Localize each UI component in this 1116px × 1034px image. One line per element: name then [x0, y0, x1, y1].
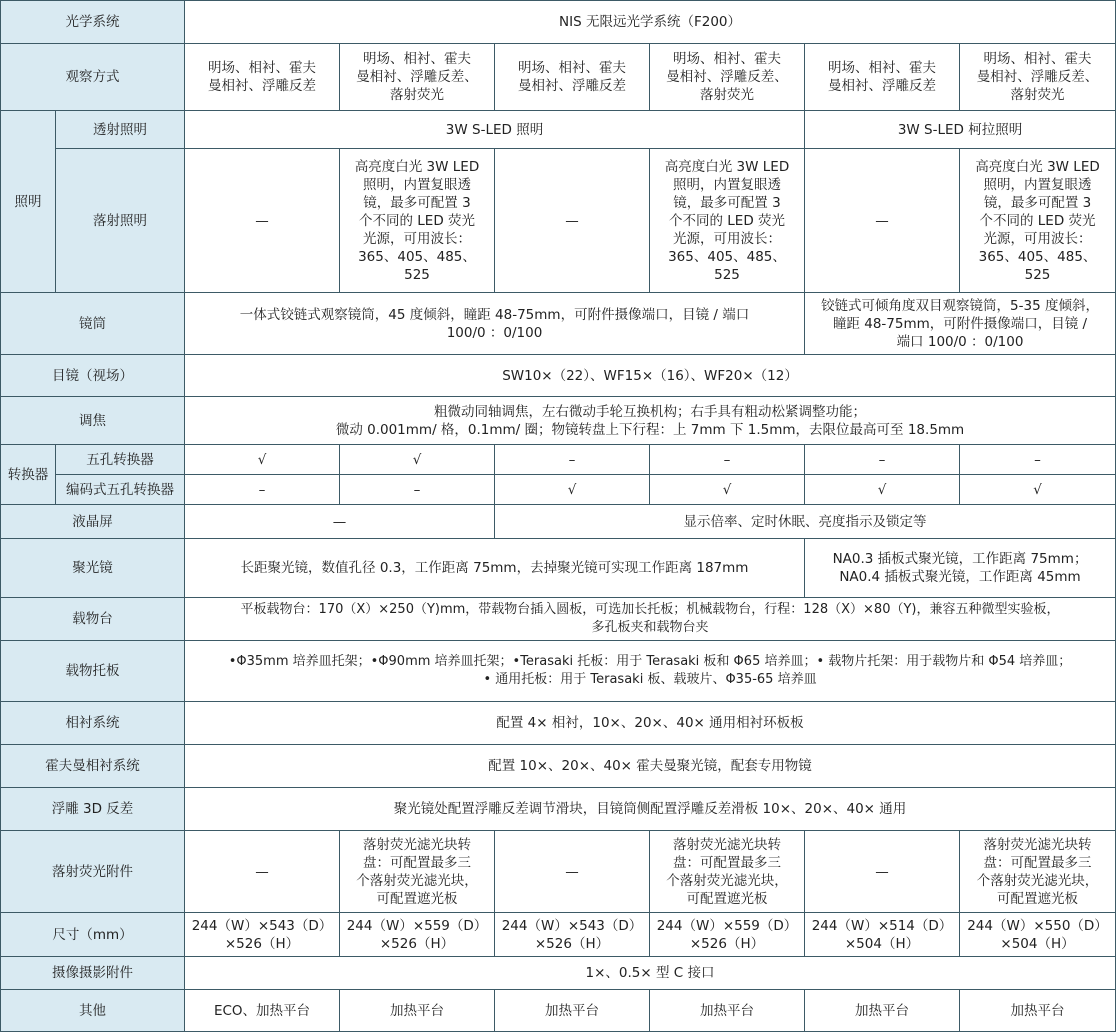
label-lcd: 液晶屏	[1, 505, 185, 539]
value-focus: 粗微动同轴调焦，左右微动手轮互换机构；右手具有粗动松紧调整功能； 微动 0.001mm/ 格，0.1mm/ 圈；物镜转盘上下行程：上 7mm 下 1.5mm，去限位最高可至 18.5mm	[185, 397, 1116, 445]
row-observation	[1, 44, 1116, 111]
label-coded: 编码式五孔转换器	[56, 475, 185, 505]
cell-epi: —	[185, 149, 340, 293]
label-epi: 落射照明	[56, 149, 185, 293]
row-focus	[1, 397, 1116, 445]
label-tube: 镜筒	[1, 293, 185, 355]
cell-epi-fluorescence: —	[805, 831, 960, 913]
row-eyepiece	[1, 355, 1116, 397]
value-lcd-a: —	[185, 505, 495, 539]
value-eyepiece: SW10×（22）、WF15×（16）、WF20×（12）	[185, 355, 1116, 397]
row-camera	[1, 957, 1116, 990]
cell-five-hole: –	[650, 445, 805, 475]
label-optical-system: 光学系统	[1, 1, 185, 44]
row-dimensions	[1, 913, 1116, 957]
row-relief	[1, 788, 1116, 831]
row-tube	[1, 293, 1116, 355]
cell-other: ECO、加热平台	[185, 990, 340, 1032]
label-focus: 调焦	[1, 397, 185, 445]
cell-other: 加热平台	[495, 990, 650, 1032]
value-condenser-b: NA0.3 插板式聚光镜，工作距离 75mm； NA0.4 插板式聚光镜，工作距离 45mm	[805, 539, 1116, 598]
label-camera: 摄像摄影附件	[1, 957, 185, 990]
label-dimensions: 尺寸（mm）	[1, 913, 185, 957]
cell-five-hole: –	[960, 445, 1116, 475]
cell-observation: 明场、相衬、霍夫 曼相衬、浮雕反差、 落射荧光	[650, 44, 805, 111]
cell-coded: –	[340, 475, 495, 505]
cell-five-hole: –	[495, 445, 650, 475]
label-stage: 载物台	[1, 598, 185, 641]
cell-observation: 明场、相衬、霍夫 曼相衬、浮雕反差、 落射荧光	[340, 44, 495, 111]
cell-coded: √	[805, 475, 960, 505]
cell-epi: 高亮度白光 3W LED 照明，内置复眼透 镜，最多可配置 3 个不同的 LED 荧光 光源，可用波长： 365、405、485、 525	[960, 149, 1116, 293]
cell-epi: 高亮度白光 3W LED 照明，内置复眼透 镜，最多可配置 3 个不同的 LED 荧光 光源，可用波长： 365、405、485、 525	[650, 149, 805, 293]
cell-five-hole: –	[805, 445, 960, 475]
label-observation: 观察方式	[1, 44, 185, 111]
value-stage: 平板载物台：170（X）×250（Y)mm，带载物台插入圆板，可选加长托板；机械载物台，行程：128（X）×80（Y)，兼容五种微型实验板， 多孔板夹和载物台夹	[185, 598, 1116, 641]
value-camera: 1×、0.5× 型 C 接口	[185, 957, 1116, 990]
cell-epi-fluorescence: —	[495, 831, 650, 913]
value-relief: 聚光镜处配置浮雕反差调节滑块，目镜筒侧配置浮雕反差滑板 10×、20×、40× 通用	[185, 788, 1116, 831]
value-hoffman: 配置 10×、20×、40× 霍夫曼聚光镜，配套专用物镜	[185, 745, 1116, 788]
row-stage	[1, 598, 1116, 641]
cell-dimensions: 244（W）×559（D） ×526（H）	[650, 913, 805, 957]
row-phase	[1, 702, 1116, 745]
label-eyepiece: 目镜（视场）	[1, 355, 185, 397]
cell-observation: 明场、相衬、霍夫 曼相衬、浮雕反差	[185, 44, 340, 111]
cell-other: 加热平台	[650, 990, 805, 1032]
row-condenser	[1, 539, 1116, 598]
value-transmitted-b: 3W S-LED 柯拉照明	[805, 111, 1116, 149]
value-phase: 配置 4× 相衬，10×、20×、40× 通用相衬环板板	[185, 702, 1116, 745]
row-coded-nosepiece	[1, 475, 1116, 505]
value-lcd-b: 显示倍率、定时休眠、亮度指示及锁定等	[495, 505, 1116, 539]
value-tube-b: 铰链式可倾角度双目观察镜筒，5-35 度倾斜， 瞳距 48-75mm，可附件摄像端口，目镜 / 端口 100/0 ：0/100	[805, 293, 1116, 355]
row-transmitted-illumination	[1, 111, 1116, 149]
row-holder	[1, 641, 1116, 702]
cell-epi-fluorescence: 落射荧光滤光块转 盘：可配置最多三 个落射荧光滤光块， 可配置遮光板	[650, 831, 805, 913]
cell-coded: –	[185, 475, 340, 505]
label-epi-fluorescence: 落射荧光附件	[1, 831, 185, 913]
cell-observation: 明场、相衬、霍夫 曼相衬、浮雕反差	[805, 44, 960, 111]
cell-observation: 明场、相衬、霍夫 曼相衬、浮雕反差、 落射荧光	[960, 44, 1116, 111]
cell-dimensions: 244（W）×514（D） ×504（H）	[805, 913, 960, 957]
row-lcd	[1, 505, 1116, 539]
label-illumination: 照明	[1, 111, 56, 293]
row-optical-system	[1, 1, 1116, 44]
label-other: 其他	[1, 990, 185, 1032]
label-transmitted: 透射照明	[56, 111, 185, 149]
value-holder: •Φ35mm 培养皿托架；•Φ90mm 培养皿托架；•Terasaki 托板：用于 Terasaki 板和 Φ65 培养皿；• 载物片托架：用于载物片和 Φ54 培养皿； • 通用托板：用于 Terasaki 板、载玻片、Φ35-65 培养皿	[185, 641, 1116, 702]
value-transmitted-a: 3W S-LED 照明	[185, 111, 805, 149]
value-optical-system: NIS 无限远光学系统（F200）	[185, 1, 1116, 44]
cell-epi-fluorescence: 落射荧光滤光块转 盘：可配置最多三 个落射荧光滤光块， 可配置遮光板	[960, 831, 1116, 913]
value-condenser-a: 长距聚光镜，数值孔径 0.3，工作距离 75mm，去掉聚光镜可实现工作距离 187mm	[185, 539, 805, 598]
cell-dimensions: 244（W）×559（D） ×526（H）	[340, 913, 495, 957]
cell-dimensions: 244（W）×550（D） ×504（H）	[960, 913, 1116, 957]
cell-coded: √	[960, 475, 1116, 505]
cell-epi: —	[805, 149, 960, 293]
row-hoffman	[1, 745, 1116, 788]
label-condenser: 聚光镜	[1, 539, 185, 598]
cell-coded: √	[650, 475, 805, 505]
cell-observation: 明场、相衬、霍夫 曼相衬、浮雕反差	[495, 44, 650, 111]
cell-epi-fluorescence: 落射荧光滤光块转 盘：可配置最多三 个落射荧光滤光块， 可配置遮光板	[340, 831, 495, 913]
label-relief: 浮雕 3D 反差	[1, 788, 185, 831]
cell-other: 加热平台	[805, 990, 960, 1032]
cell-dimensions: 244（W）×543（D） ×526（H）	[185, 913, 340, 957]
row-other	[1, 990, 1116, 1032]
row-epi-illumination	[1, 149, 1116, 293]
cell-coded: √	[495, 475, 650, 505]
cell-epi: —	[495, 149, 650, 293]
label-nosepiece: 转换器	[1, 445, 56, 505]
label-five-hole: 五孔转换器	[56, 445, 185, 475]
row-five-hole-nosepiece	[1, 445, 1116, 475]
cell-epi: 高亮度白光 3W LED 照明，内置复眼透 镜，最多可配置 3 个不同的 LED 荧光 光源，可用波长： 365、405、485、 525	[340, 149, 495, 293]
value-tube-a: 一体式铰链式观察镜筒，45 度倾斜，瞳距 48-75mm，可附件摄像端口，目镜 / 端口 100/0 ：0/100	[185, 293, 805, 355]
cell-other: 加热平台	[960, 990, 1116, 1032]
label-phase: 相衬系统	[1, 702, 185, 745]
cell-five-hole: √	[185, 445, 340, 475]
label-hoffman: 霍夫曼相衬系统	[1, 745, 185, 788]
cell-five-hole: √	[340, 445, 495, 475]
cell-dimensions: 244（W）×543（D） ×526（H）	[495, 913, 650, 957]
row-epi-fluorescence	[1, 831, 1116, 913]
label-holder: 载物托板	[1, 641, 185, 702]
cell-other: 加热平台	[340, 990, 495, 1032]
cell-epi-fluorescence: —	[185, 831, 340, 913]
